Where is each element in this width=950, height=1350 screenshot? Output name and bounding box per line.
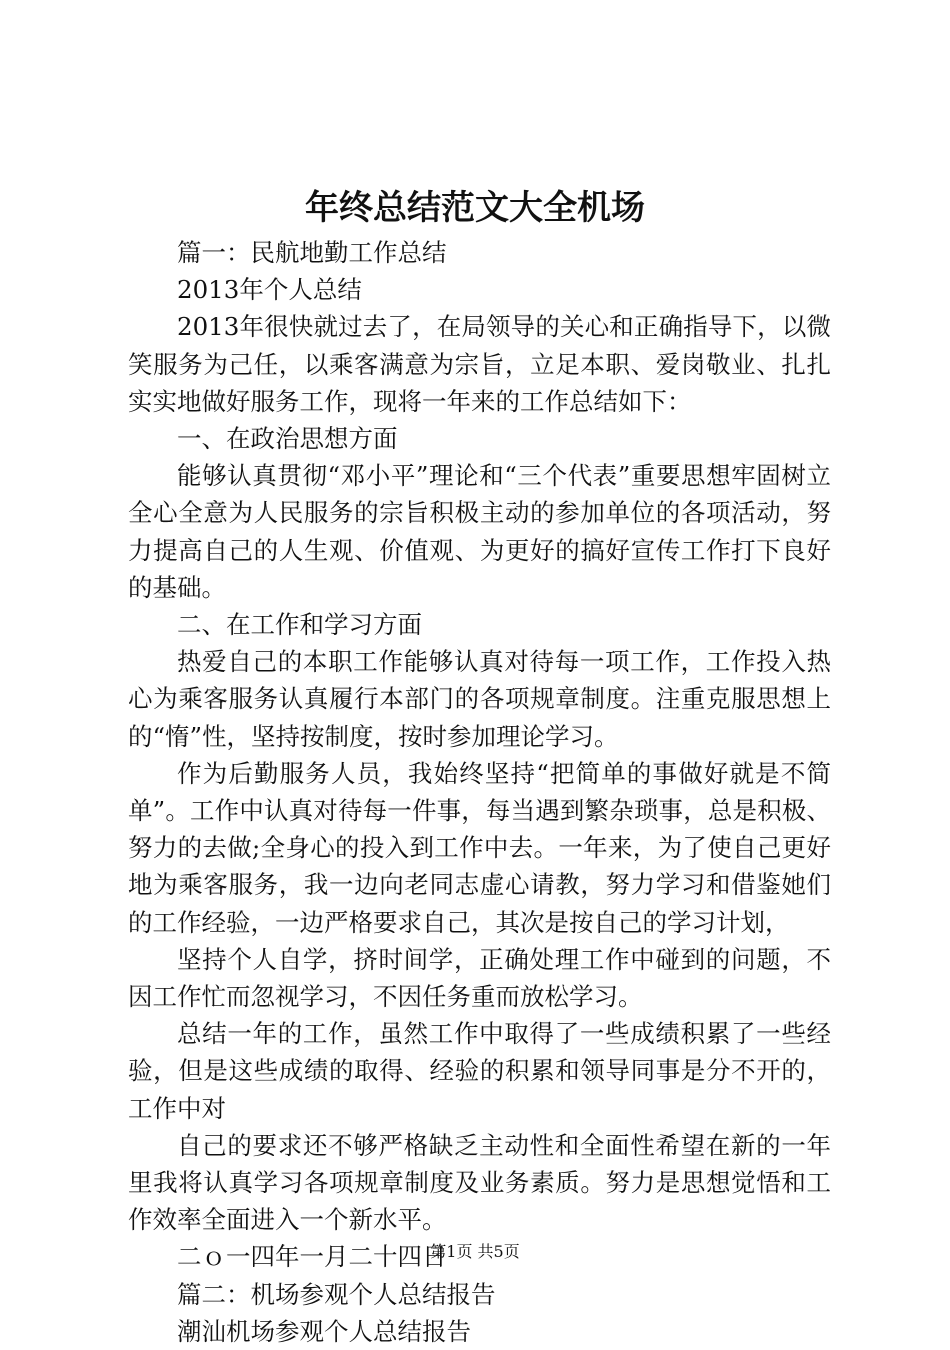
paragraph-intro: 2013年很快就过去了，在局领导的关心和正确指导下，以微笑服务为己任，以乘客满意为宗旨，立足本职、爱岗敬业、扎扎实实地做好服务工作，现将一年来的工作总结如下： [128, 312, 831, 416]
document-body [128, 234, 831, 1350]
paragraph-work-dedication: 热爱自己的本职工作能够认真对待每一项工作，工作投入热心为乘客服务认真履行本部门的各项规章制度。注重克服思想上的“惰”性，坚持按制度，按时参加理论学习。 [128, 647, 831, 751]
paragraph-self-study: 坚持个人自学，挤时间学，正确处理工作中碰到的问题，不因工作忙而忽视学习，不因任务重而放松学习。 [128, 944, 831, 1012]
section-heading-part-one: 篇一：民航地勤工作总结 [177, 238, 447, 267]
heading-political-thought: 一、在政治思想方面 [177, 424, 398, 454]
document-title: 年终总结范文大全机场 [305, 188, 645, 228]
paragraph-logistics-service: 作为后勤服务人员，我始终坚持“把简单的事做好就是不简单”。工作中认真对待每一件事，每当遇到繁杂琐事，总是积极、努力的去做;全身心的投入到工作中去。一年来，为了使自己更好地为乘客服务，我一边向老同志虚心请教，努力学习和借鉴她们的工作经验，一边严格要求自己，其次是按自己的学习计划， [128, 758, 831, 937]
paragraph-political-thought: 能够认真贯彻“邓小平”理论和“三个代表”重要思想牢固树立全心全意为人民服务的宗旨积极主动的参加单位的各项活动，努力提高自己的人生观、价值观、为更好的搞好宣传工作打下良好的基础。 [128, 461, 831, 602]
paragraph-year-summary: 总结一年的工作，虽然工作中取得了一些成绩积累了一些经验，但是这些成绩的取得、经验的积累和领导同事是分不开的，工作中对 [128, 1019, 831, 1123]
subheading-2013-summary: 2013年个人总结 [177, 275, 362, 305]
subheading-airport-visit: 潮汕机场参观个人总结报告 [177, 1316, 471, 1346]
heading-work-and-study: 二、在工作和学习方面 [177, 610, 422, 640]
document-date: 二ｏ一四年一月二十四日 [177, 1242, 447, 1272]
section-heading-part-two: 篇二：机场参观个人总结报告 [177, 1279, 496, 1309]
paragraph-future-goals: 自己的要求还不够严格缺乏主动性和全面性希望在新的一年里我将认真学习各项规章制度及业务素质。努力是思想觉悟和工作效率全面进入一个新水平。 [128, 1130, 831, 1235]
page-footer: 第1页 共5页 [430, 1242, 520, 1261]
